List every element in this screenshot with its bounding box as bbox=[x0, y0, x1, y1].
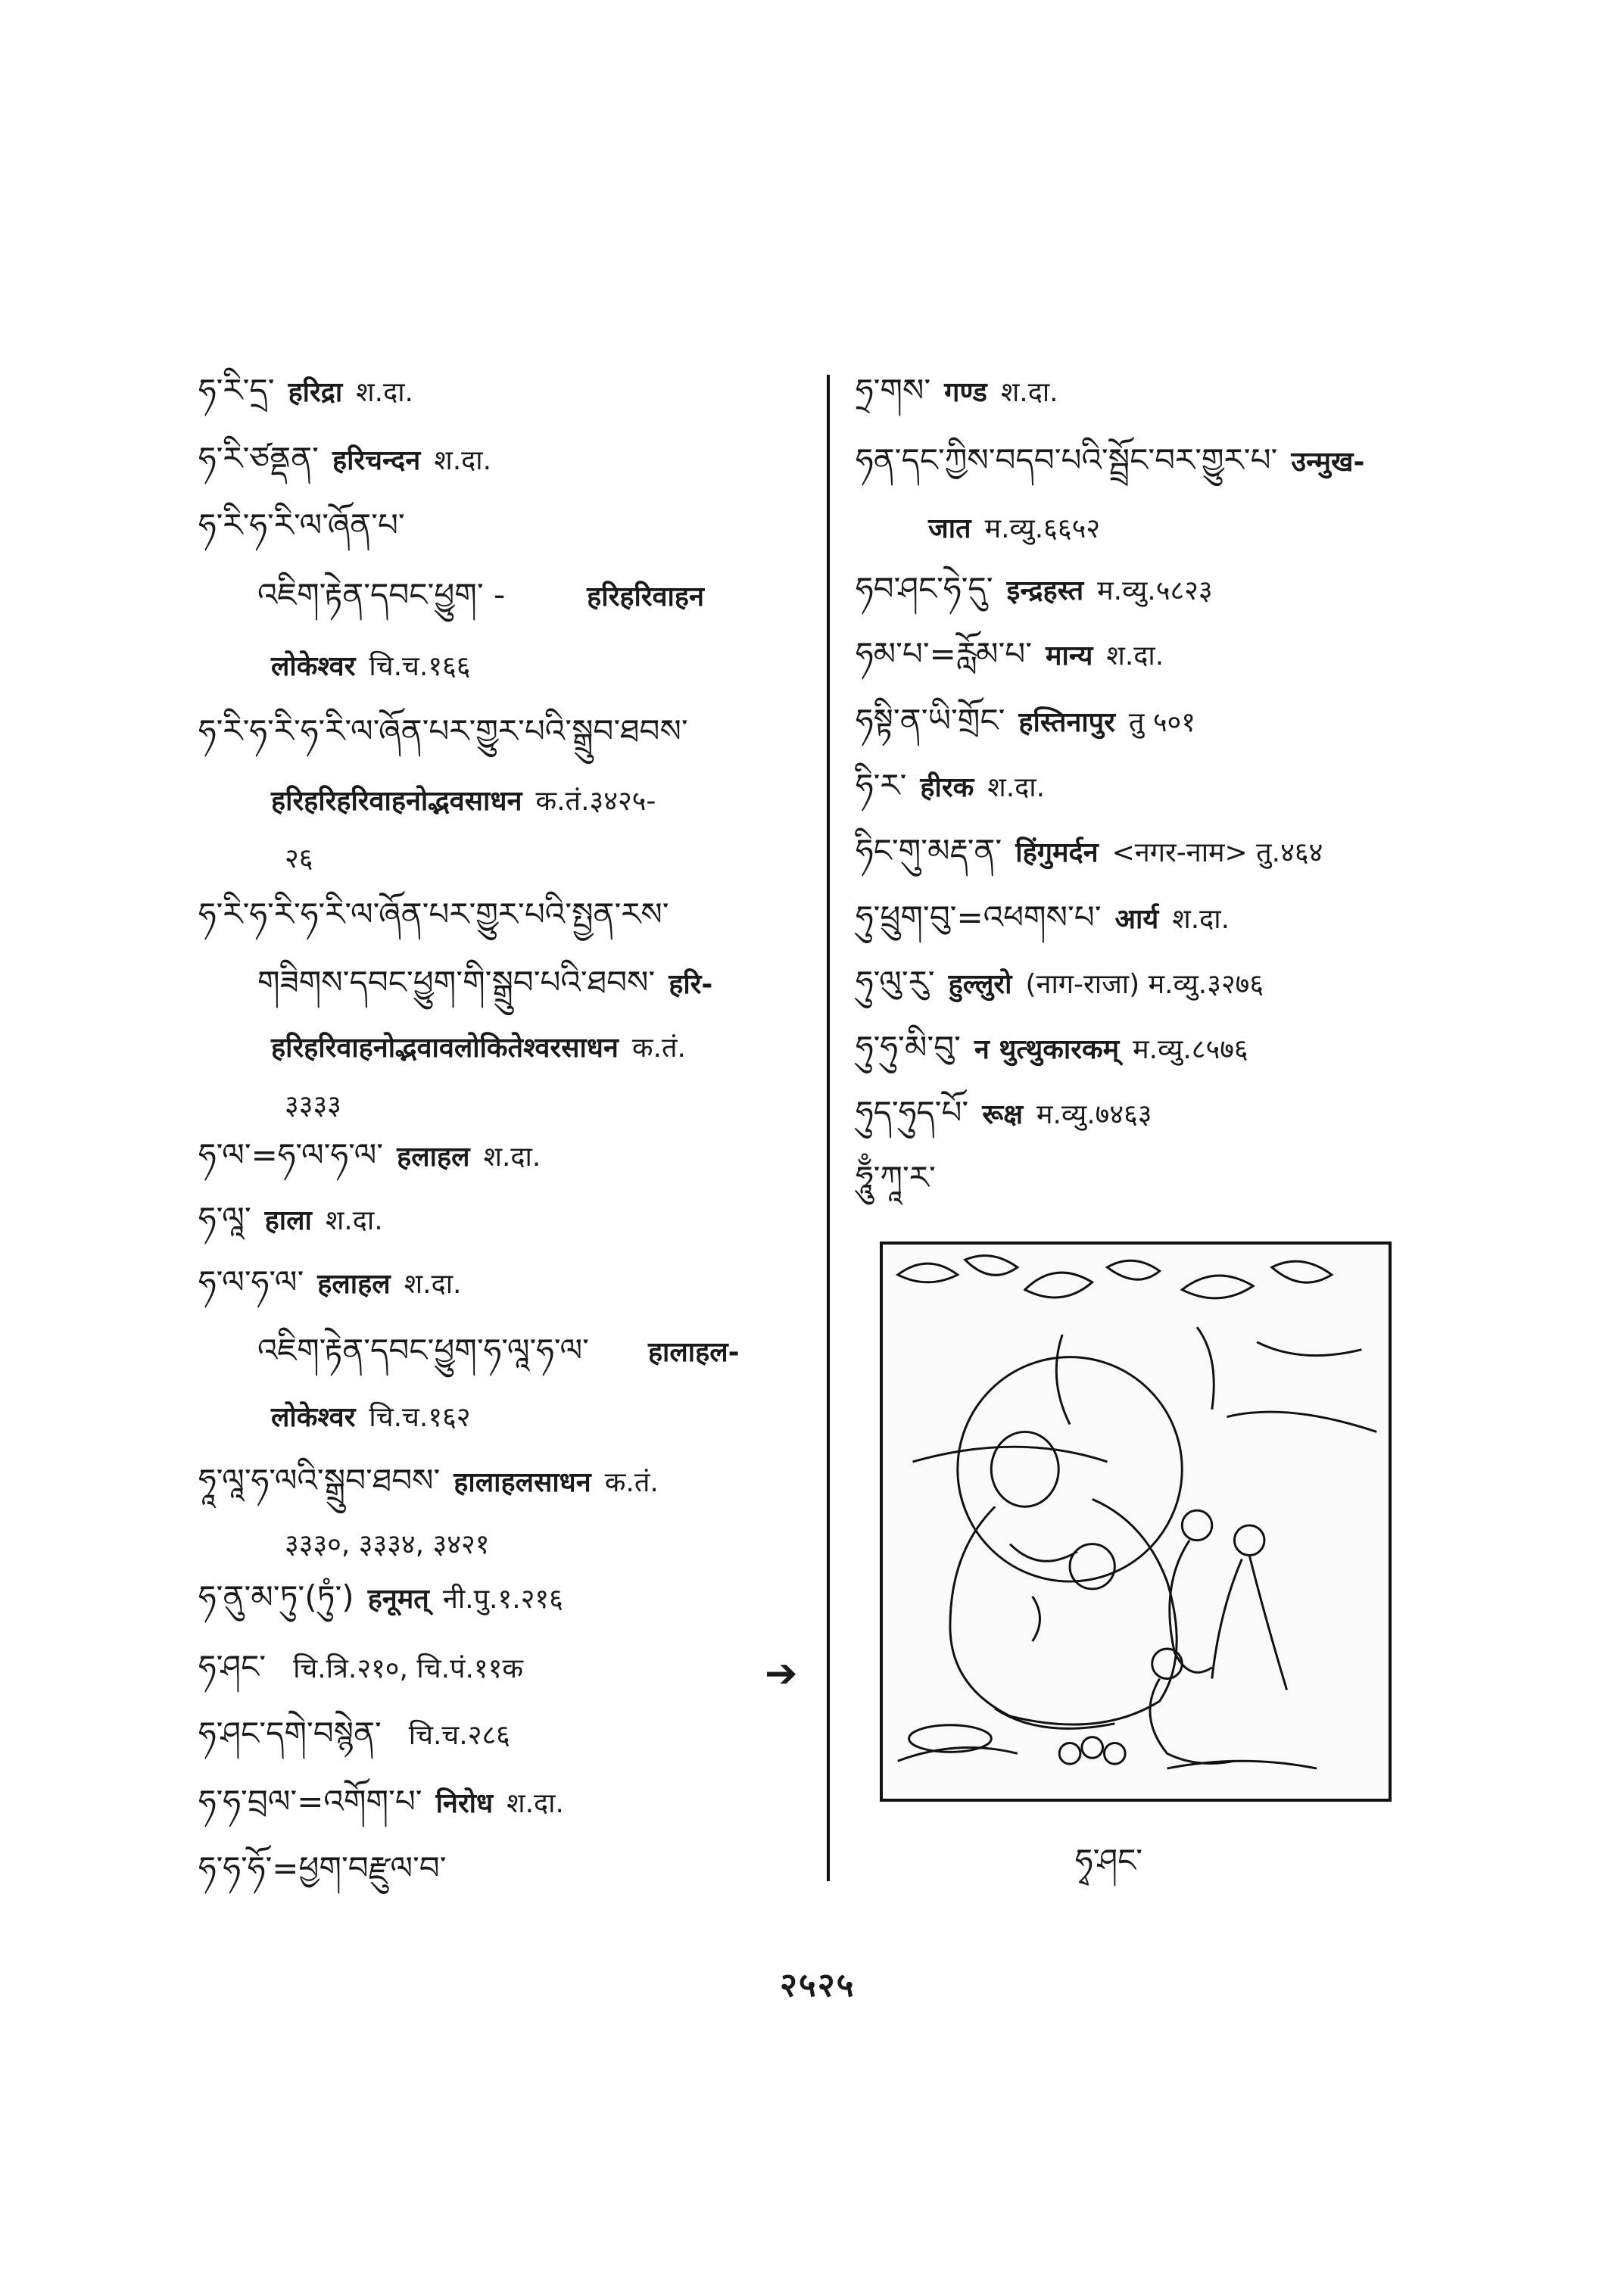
woodblock-illustration bbox=[880, 1242, 1392, 1802]
right-entry-5: ཧམ་པ་=རློམ་པ་ मान्य श.दा. bbox=[856, 635, 1164, 672]
left-entry-13: ཧ་ལ་=ཧ་ལ་ཧ་ལ་ हलाहल श.दा. bbox=[198, 1136, 541, 1173]
left-entry-15: ཧ་ལ་ཧ་ལ་ हलाहल श.दा. bbox=[198, 1263, 462, 1301]
left-entry-12: ३३३३ bbox=[285, 1090, 341, 1121]
left-entry-20: ཧ་ནུ་མ་ཏུ་(ཏུཾ་) हनूमत् नी.पु.१.२१६ bbox=[198, 1578, 563, 1615]
illustration-caption: ཧྭ་ཤང་ bbox=[1075, 1842, 1143, 1879]
right-entry-12: ཧུད་ཧུད་པོ་ रूक्ष म.व्यु.७४६३ bbox=[856, 1094, 1152, 1131]
left-entry-3: ཧ་རི་ཧ་རི་ལ་ཞོན་པ་ bbox=[198, 506, 405, 544]
left-entry-21: ཧ་ཤང་ चि.त्रि.२१०, चि.पं.११क bbox=[198, 1648, 524, 1685]
left-entry-23: ཧ་ཧ་བྲལ་=འགོག་པ་ निरोध श.दा. bbox=[198, 1783, 564, 1820]
page-number: २५२५ bbox=[780, 1966, 856, 2005]
left-entry-17: लोकेश्वर चि.च.१६२ bbox=[271, 1402, 471, 1433]
left-entry-11: हरिहरिवाहनोद्भवावलोकितेश्वरसाधन क.तं. bbox=[271, 1033, 686, 1064]
left-entry-6: ཧ་རི་ཧ་རི་ཧ་རི་ལ་ཞོན་པར་གྱུར་པའི་སྒྲུབ་ཐབས་ bbox=[198, 712, 688, 749]
right-entry-4: ཧབ་ཤང་ཧེ་དུ་ इन्द्रहस्त म.व्यु.५८२३ bbox=[856, 570, 1213, 607]
left-entry-19: ३३३०, ३३३४, ३४२१ bbox=[285, 1529, 490, 1560]
column-divider bbox=[827, 375, 830, 1881]
left-entry-10: གཟིགས་དབང་ཕྱུག་གི་སྒྲུབ་པའི་ཐབས་ हरि- bbox=[257, 964, 713, 1001]
left-entry-8: २६ bbox=[285, 843, 313, 874]
left-entry-7: हरिहरिहरिवाहनोद्भवसाधन क.तं.३४२५- bbox=[271, 786, 656, 817]
right-entry-11: ཧུ་ཧུ་མི་བུ་ न थुत्थुकारकम् म.व्यु.८५७६ bbox=[856, 1029, 1248, 1066]
right-entry-13: ཧཱུྃ་ཀཱ་ར་ bbox=[856, 1159, 936, 1196]
illustration-drawing bbox=[883, 1245, 1389, 1799]
left-entry-2: ཧ་རི་ཙནྡན་ हरिचन्दन श.दा. bbox=[198, 440, 492, 477]
right-entry-10: ཧུ་ལུ་རུ་ हुल्लुरो (नाग-राजा) म.व्यु.३२७६ bbox=[856, 964, 1264, 1001]
right-entry-8: ཧིང་གུ་མརྡ་ན་ हिंगुमर्दन <नगर-नाम> तु.४६४ bbox=[856, 832, 1323, 869]
left-entry-1: ཧ་རི་དྲ་ हरिद्रा श.दा. bbox=[198, 372, 413, 409]
left-entry-18: ཧཱ་ལཱ་ཧ་ལའི་སྒྲུབ་ཐབས་ हालाहलसाधन क.तं. bbox=[198, 1462, 659, 1499]
left-entry-5: लोकेश्वर चि.च.१६६ bbox=[271, 651, 471, 682]
right-entry-3: जात म.व्यु.६६५२ bbox=[928, 513, 1101, 544]
right-entry-9: ཧུ་ཕྲུག་བུ་=འཕགས་པ་ आर्य श.दा. bbox=[856, 899, 1230, 936]
left-entry-9: ཧ་རི་ཧ་རི་ཧ་རི་ལ་ཞོན་པར་གྱུར་པའི་སྤྱན་རས་ bbox=[198, 896, 669, 933]
right-entry-2: ཧན་དང་ཀྱིས་བདབ་པའི་སྦྲོང་བར་གྱུར་པ་ उन्मुख- bbox=[856, 441, 1365, 478]
left-entry-4: འཇིག་རྟེན་དབང་ཕྱུག་ - हरिहरिवाहन bbox=[257, 576, 704, 613]
left-entry-14: ཧ་ལཱ་ हाला श.दा. bbox=[198, 1200, 383, 1237]
left-entry-24: ཧ་ཧ་ཧོ་=ཕྱག་བརྫུལ་བ་ bbox=[198, 1849, 447, 1886]
right-entry-7: ཧི་ར་ हीरक श.दा. bbox=[856, 767, 1046, 804]
right-entry-1: ཧྲ་གས་ गण्ड श.दा. bbox=[856, 372, 1058, 409]
arrow-icon: ➔ bbox=[765, 1651, 798, 1696]
left-entry-22: ཧ་ཤང་དགེ་བསྙེན་ चि.च.२८६ bbox=[198, 1715, 510, 1752]
right-entry-6: ཧསྟི་ན་ཡི་གྲོང་ हस्तिनापुर तु ५०१ bbox=[856, 702, 1195, 739]
left-entry-16: འཇིག་རྟེན་དབང་ཕྱུག་ཧ་ལཱ་ཧ་ལ་ हालाहल- bbox=[257, 1332, 740, 1369]
